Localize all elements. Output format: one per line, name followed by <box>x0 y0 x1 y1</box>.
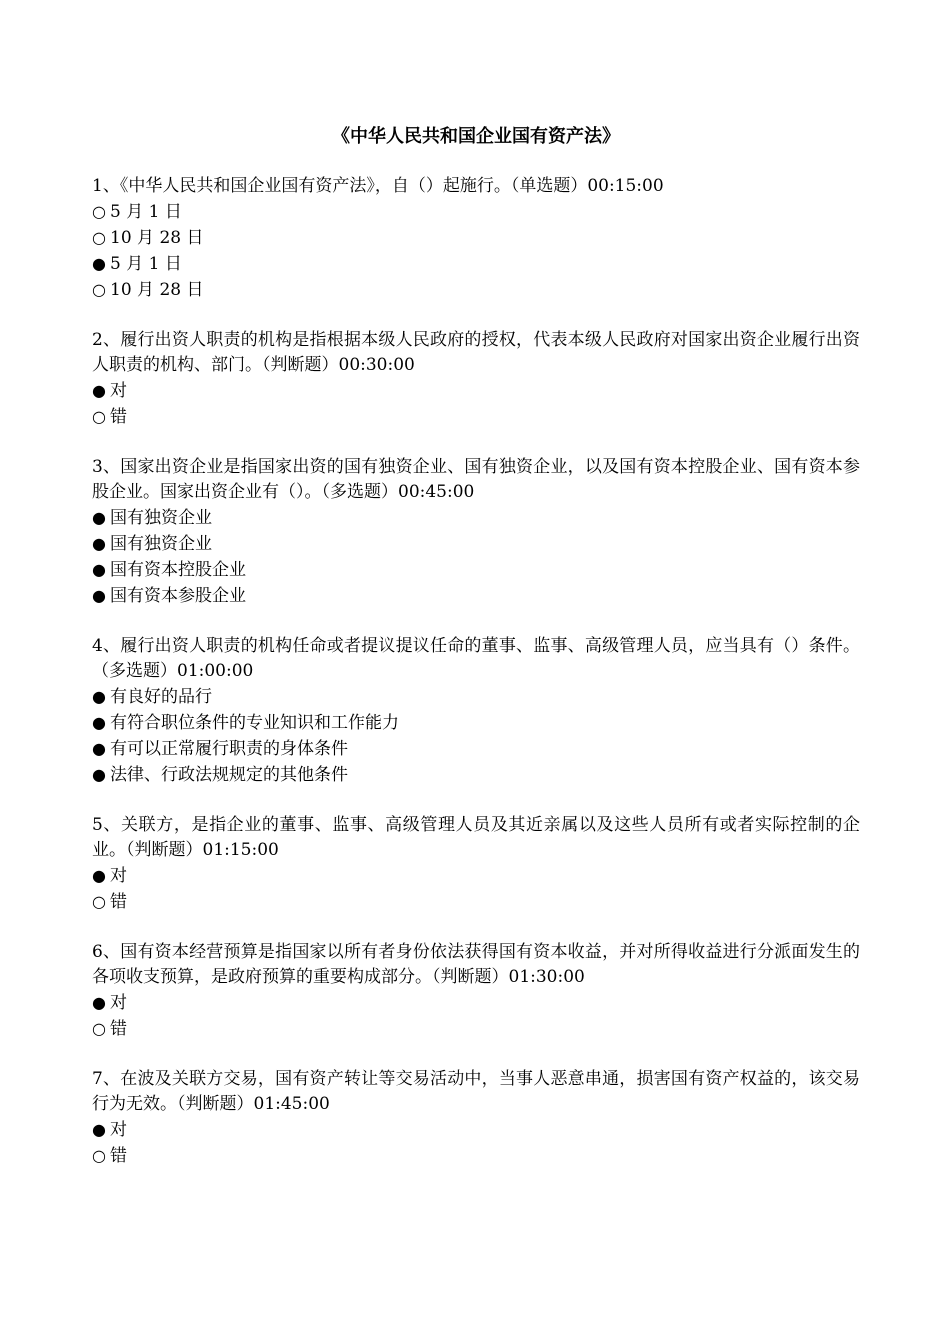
question-block <box>92 813 860 915</box>
radio-filled-icon[interactable]: ● <box>92 534 106 553</box>
answer-option-selected[interactable] <box>92 557 860 583</box>
option-label: 有符合职位条件的专业知识和工作能力 <box>110 713 399 733</box>
answer-option-selected[interactable] <box>92 378 860 404</box>
option-label: 错 <box>110 892 127 912</box>
radio-empty-icon[interactable]: ○ <box>92 1019 106 1038</box>
option-label: 法律、行政法规规定的其他条件 <box>110 765 348 785</box>
option-label: 国有独资企业 <box>110 534 212 554</box>
radio-empty-icon[interactable]: ○ <box>92 280 106 299</box>
option-label: 错 <box>110 407 127 427</box>
question-text: 3、国家出资企业是指国家出资的国有独资企业、国有独资企业，以及国有资本控股企业、国有资本参股企业。国家出资企业有（）。（多选题）00:45:00 <box>92 457 860 502</box>
radio-filled-icon[interactable]: ● <box>92 713 106 732</box>
radio-filled-icon[interactable]: ● <box>92 1120 106 1139</box>
option-label: 有可以正常履行职责的身体条件 <box>110 739 348 759</box>
answer-option[interactable] <box>92 889 860 915</box>
option-label: 对 <box>110 1120 127 1140</box>
option-label: 有良好的品行 <box>110 687 212 707</box>
answer-option-selected[interactable] <box>92 710 860 736</box>
question-block <box>92 328 860 430</box>
radio-filled-icon[interactable]: ● <box>92 508 106 527</box>
radio-filled-icon[interactable]: ● <box>92 765 106 784</box>
radio-filled-icon[interactable]: ● <box>92 560 106 579</box>
question-text: 7、在波及关联方交易，国有资产转让等交易活动中，当事人恶意串通，损害国有资产权益的，该交易行为无效。（判断题）01:45:00 <box>92 1069 860 1114</box>
option-label: 国有资本参股企业 <box>110 586 246 606</box>
answer-option-selected[interactable] <box>92 762 860 788</box>
question-list <box>92 174 860 1169</box>
radio-empty-icon[interactable]: ○ <box>92 407 106 426</box>
answer-option-selected[interactable] <box>92 251 860 277</box>
answer-option-selected[interactable] <box>92 1117 860 1143</box>
answer-option-selected[interactable] <box>92 736 860 762</box>
question-block <box>92 1067 860 1169</box>
answer-option-selected[interactable] <box>92 990 860 1016</box>
document-title: 《中华人民共和国企业国有资产法》 <box>332 126 620 147</box>
answer-option-selected[interactable] <box>92 531 860 557</box>
radio-filled-icon[interactable]: ● <box>92 586 106 605</box>
option-label: 国有独资企业 <box>110 508 212 528</box>
radio-empty-icon[interactable]: ○ <box>92 202 106 221</box>
question-text: 2、履行出资人职责的机构是指根据本级人民政府的授权，代表本级人民政府对国家出资企业履行出资人职责的机构、部门。（判断题）00:30:00 <box>92 330 860 375</box>
option-label: 错 <box>110 1019 127 1039</box>
question-block <box>92 455 860 609</box>
radio-empty-icon[interactable]: ○ <box>92 228 106 247</box>
option-label: 错 <box>110 1146 127 1166</box>
option-label: 对 <box>110 993 127 1013</box>
radio-empty-icon[interactable]: ○ <box>92 892 106 911</box>
radio-filled-icon[interactable]: ● <box>92 381 106 400</box>
answer-option[interactable] <box>92 199 860 225</box>
radio-filled-icon[interactable]: ● <box>92 739 106 758</box>
document-page <box>92 124 860 1194</box>
answer-option[interactable] <box>92 1143 860 1169</box>
answer-option-selected[interactable] <box>92 583 860 609</box>
option-label: 10 月 28 日 <box>110 280 204 300</box>
radio-filled-icon[interactable]: ● <box>92 687 106 706</box>
answer-option[interactable] <box>92 404 860 430</box>
option-label: 对 <box>110 866 127 886</box>
radio-filled-icon[interactable]: ● <box>92 866 106 885</box>
option-label: 对 <box>110 381 127 401</box>
question-text: 1、《中华人民共和国企业国有资产法》，自（）起施行。（单选题）00:15:00 <box>92 176 664 196</box>
answer-option[interactable] <box>92 1016 860 1042</box>
option-label: 10 月 28 日 <box>110 228 204 248</box>
question-block <box>92 174 860 303</box>
radio-filled-icon[interactable]: ● <box>92 993 106 1012</box>
option-label: 国有资本控股企业 <box>110 560 246 580</box>
option-label: 5 月 1 日 <box>110 202 182 222</box>
question-text: 5、关联方，是指企业的董事、监事、高级管理人员及其近亲属以及这些人员所有或者实际控制的企业。（判断题）01:15:00 <box>92 815 860 860</box>
question-block <box>92 940 860 1042</box>
radio-filled-icon[interactable]: ● <box>92 254 106 273</box>
question-text: 4、履行出资人职责的机构任命或者提议提议任命的董事、监事、高级管理人员，应当具有（）条件。（多选题）01:00:00 <box>92 636 860 681</box>
radio-empty-icon[interactable]: ○ <box>92 1146 106 1165</box>
answer-option[interactable] <box>92 225 860 251</box>
answer-option-selected[interactable] <box>92 505 860 531</box>
option-label: 5 月 1 日 <box>110 254 182 274</box>
answer-option-selected[interactable] <box>92 684 860 710</box>
question-block <box>92 634 860 788</box>
question-text: 6、国有资本经营预算是指国家以所有者身份依法获得国有资本收益，并对所得收益进行分派面发生的各项收支预算，是政府预算的重要构成部分。（判断题）01:30:00 <box>92 942 860 987</box>
answer-option[interactable] <box>92 277 860 303</box>
answer-option-selected[interactable] <box>92 863 860 889</box>
